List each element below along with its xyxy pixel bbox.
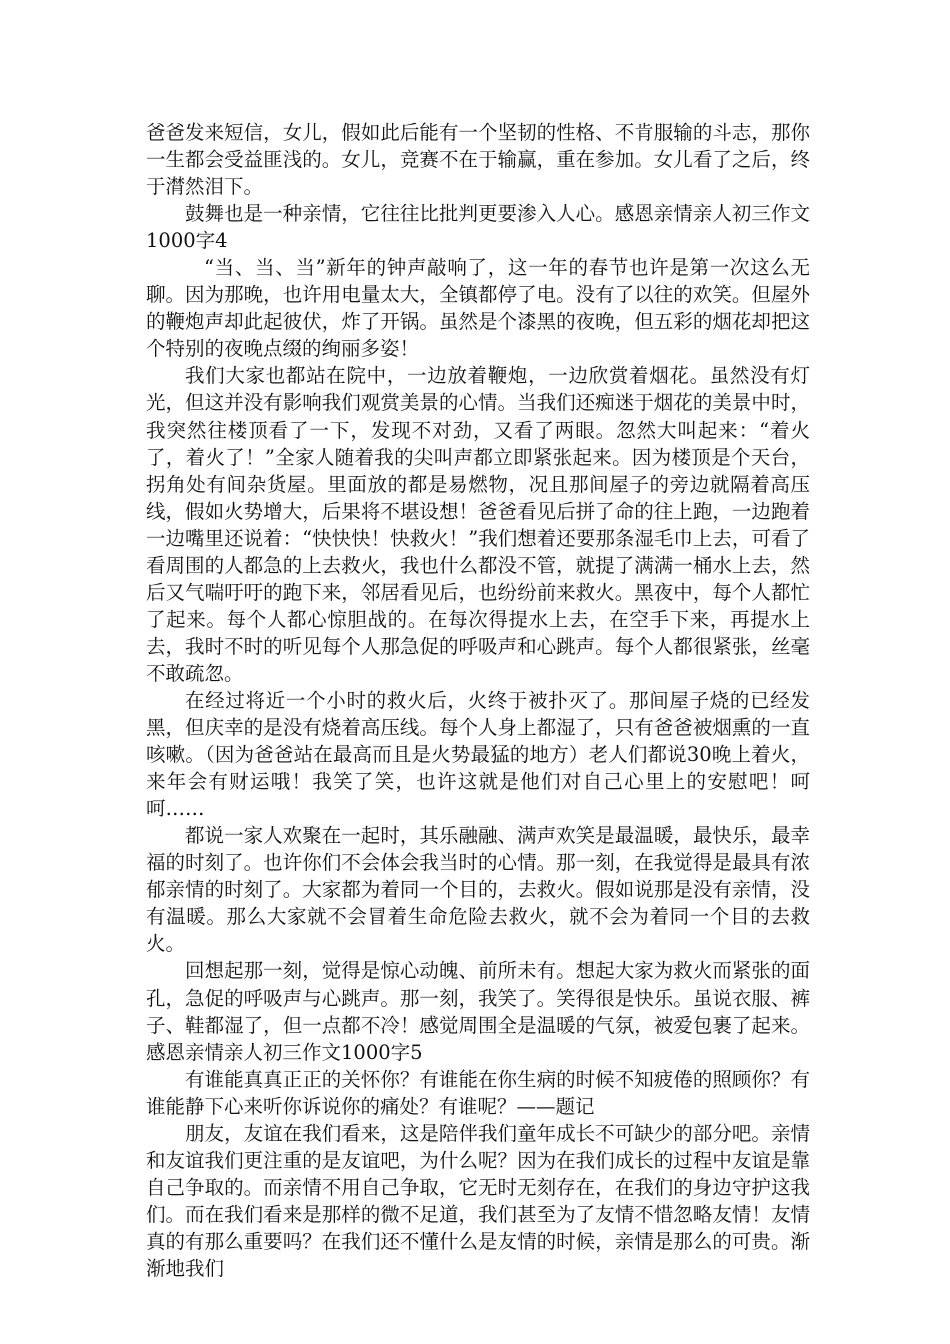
paragraph-6: 都说一家人欢聚在一起时，其乐融融、满声欢笑是最温暖，最快乐，最幸福的时刻了。也许你们不会体会我当时的心情。那一刻，在我觉得是最具有浓郁亲情的时刻了。大家都为着同一个目的，去救火。假如说那是没有亲情，没有温暖。那么大家就不会冒着生命危险去救火，就不会为着同一个目的去救火。 bbox=[146, 824, 810, 956]
paragraph-7: 回想起那一刻，觉得是惊心动魄、前所未有。想起大家为救火而紧张的面孔，急促的呼吸声与心跳声。那一刻，我笑了。笑得很是快乐。虽说衣服、裤子、鞋都湿了，但一点都不冷！感觉周围全是温暖的气氛，被爱包裹了起来。感恩亲情亲人初三作文1000字5 bbox=[146, 959, 810, 1064]
paragraph-5: 在经过将近一个小时的救火后，火终于被扑灭了。那间屋子烧的已经发黑，但庆幸的是没有烧着高压线。每个人身上都湿了，只有爸爸被烟熏的一直咳嗽。（因为爸爸站在最高而且是火势最猛的地方）老人们都说30晚上着火，来年会有财运哦！我笑了笑，也许这就是他们对自己心里上的安慰吧！呵呵…… bbox=[146, 688, 810, 821]
paragraph-4: 我们大家也都站在院中，一边放着鞭炮，一边欣赏着烟花。虽然没有灯光，但这并没有影响我们观赏美景的心情。当我们还痴迷于烟花的美景中时，我突然往楼顶看了一下，发现不对劲，又看了两眼。忽然大叫起来：“着火了，着火了！”全家人随着我的尖叫声都立即紧张起来。因为楼顶是个天台，拐角处有间杂货屋。里面放的都是易燃物，况且那间屋子的旁边就隔着高压线，假如火势增大，后果将不堪设想！爸爸看见后拼了命的往上跑，一边跑着一边嘴里还说着：“快快快！快救火！”我们想着还要那条湿毛巾上去，可看了看周围的人都急的上去救火，我也什么都没不管，就提了满满一桶水上去，然后又气喘吁吁的跑下来，邻居看见后，也纷纷前来救火。黑夜中，每个人都忙了起来。每个人都心惊胆战的。在每次得提水上去，在空手下来，再提水上去，我时不时的听见每个人那急促的呼吸声和心跳声。每个人都很紧张，丝毫不敢疏忽。 bbox=[146, 364, 810, 685]
paragraph-3: “当、当、当”新年的钟声敲响了，这一年的春节也许是第一次这么无聊。因为那晚，也许用电量太大，全镇都停了电。没有了以往的欢笑。但屋外的鞭炮声却此起彼伏，炸了开锅。虽然是个漆黑的夜晚，但五彩的烟花却把这个特别的夜晚点缀的绚丽多姿！ bbox=[146, 256, 810, 361]
paragraph-2: 鼓舞也是一种亲情，它往往比批判更要渗入人心。感恩亲情亲人初三作文1000字4 bbox=[146, 202, 810, 253]
document-body bbox=[146, 119, 810, 1282]
paragraph-1: 爸爸发来短信，女儿，假如此后能有一个坚韧的性格、不肯服输的斗志，那你一生都会受益匪浅的。女儿，竞赛不在于输赢，重在参加。女儿看了之后，终于潸然泪下。 bbox=[146, 121, 810, 199]
paragraph-9: 朋友，友谊在我们看来，这是陪伴我们童年成长不可缺少的部分吧。亲情和友谊我们更注重的是友谊吧，为什么呢？因为在我们成长的过程中友谊是靠自己争取的。而亲情不用自己争取，它无时无刻存在，在我们的身边守护这我们。而在我们看来是那样的微不足道，我们甚至为了友情不惜忽略友情！友情真的有那么重要吗？在我们还不懂什么是友情的时候，亲情是那么的可贵。渐渐地我们 bbox=[146, 1121, 810, 1280]
paragraph-8: 有谁能真真正正的关怀你？有谁能在你生病的时候不知疲倦的照顾你？有谁能静下心来听你诉说你的痛处？有谁呢？——题记 bbox=[146, 1067, 810, 1118]
